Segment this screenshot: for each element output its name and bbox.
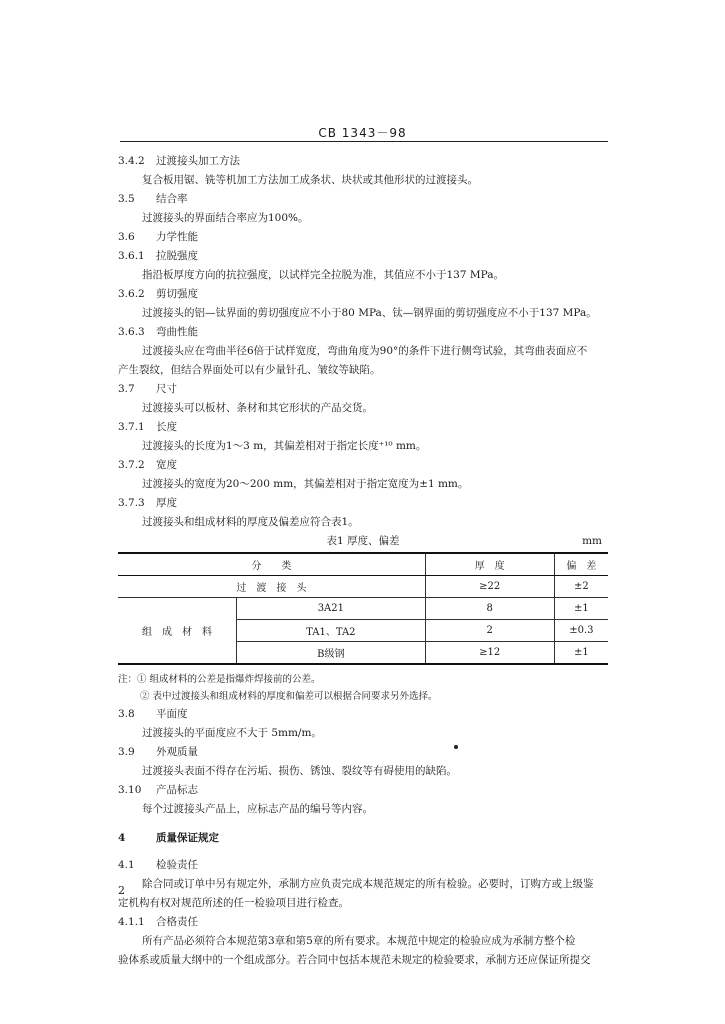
paragraph: 过渡接头的界面结合率应为100%。: [142, 212, 309, 224]
paragraph: 过渡接头的宽度为20～200 mm，其偏差相对于指定宽度为±1 mm。: [142, 478, 469, 490]
header-category: 分 类: [118, 553, 425, 576]
page-number: 2: [118, 884, 125, 897]
section-heading: 3.5 结合率: [118, 193, 188, 205]
paragraph: 每个过渡接头产品上，应标志产品的编号等内容。: [142, 803, 373, 815]
paragraph-continued: 验体系或质量大纲中的一个组成部分。若合同中包括本规范未规定的检验要求，承制方还应保证所提交: [118, 954, 591, 966]
paragraph: 过渡接头表面不得存在污垢、损伤、锈蚀、裂纹等有碍使用的缺陷。: [142, 765, 457, 777]
table-note-2: ② 表中过渡接头和组成材料的厚度和偏差可以根据合同要求另外选择。: [140, 691, 438, 702]
cell-thickness: ≥22: [425, 576, 554, 598]
cell-category: 过 渡 接 头: [118, 576, 425, 598]
paragraph: 过渡接头的长度为1～3 m，其偏差相对于指定长度⁺¹⁰ mm。: [142, 440, 427, 452]
section-heading: 4.1 检验责任: [118, 859, 198, 871]
cell-material: 3A21: [237, 598, 426, 620]
section-heading: 3.8 平面度: [118, 708, 188, 720]
table-caption: 表1 厚度、偏差: [326, 535, 400, 547]
section-heading: 3.4.2 过渡接头加工方法: [118, 155, 240, 167]
cell-thickness: 8: [425, 598, 554, 620]
paragraph-continued: 产生裂纹，但结合界面处可以有少量针孔、皱纹等缺陷。: [118, 364, 381, 376]
cell-thickness: ≥12: [425, 642, 554, 665]
paragraph: 过渡接头和组成材料的厚度及偏差应符合表1。: [142, 516, 359, 528]
cell-group-label: 组 成 材 料: [118, 598, 237, 665]
paragraph: 除合同或订单中另有规定外，承制方应负责完成本规范规定的所有检验。必要时，订购方或上级鉴: [142, 878, 594, 890]
section-heading: 3.7.3 厚度: [118, 497, 177, 509]
table-caption-row: [118, 532, 608, 550]
table-unit: mm: [582, 535, 602, 547]
section-heading: 3.6 力学性能: [118, 231, 198, 243]
document-header: CB 1343－98: [318, 126, 407, 140]
section-heading: 3.6.1 拉脱强度: [118, 250, 198, 262]
table-row: [118, 576, 608, 598]
cell-deviation: ±2: [554, 576, 608, 598]
document-body: [118, 152, 608, 970]
cell-deviation: ±1: [554, 642, 608, 665]
table-header-row: [118, 553, 608, 576]
paragraph: 过渡接头可以板材、条材和其它形状的产品交货。: [142, 402, 373, 414]
paragraph: 过渡接头的平面度应不大于 5mm/m。: [142, 727, 322, 739]
paragraph: 过渡接头的铝—钛界面的剪切强度应不小于80 MPa、钛—钢界面的剪切强度应不小于137 MPa。: [142, 307, 597, 319]
header-deviation: 偏 差: [554, 553, 608, 576]
scan-speck: [454, 745, 458, 749]
section-heading: 4.1.1 合格责任: [118, 916, 198, 928]
thickness-table: [118, 552, 608, 665]
section-heading: 3.9 外观质量: [118, 746, 198, 758]
section-heading: 3.10 产品标志: [118, 784, 198, 796]
paragraph-continued: 定机构有权对规范所述的任一检验项目进行检查。: [118, 897, 349, 909]
section-heading: 3.7 尺寸: [118, 383, 177, 395]
header-rule: [120, 141, 608, 142]
chapter-heading: 4 质量保证规定: [118, 832, 219, 844]
paragraph: 复合板用锯、铣等机加工方法加工成条状、块状或其他形状的过渡接头。: [142, 174, 478, 186]
table-row: [118, 598, 608, 620]
table-note-1: 注：① 组成材料的公差是指爆炸焊接前的公差。: [118, 674, 321, 685]
section-heading: 3.7.1 长度: [118, 421, 177, 433]
paragraph: 所有产品必须符合本规范第3章和第5章的所有要求。本规范中规定的检验应成为承制方整个检: [142, 935, 576, 947]
section-heading: 3.6.2 剪切强度: [118, 288, 198, 300]
section-heading: 3.6.3 弯曲性能: [118, 326, 198, 338]
section-heading: 3.7.2 宽度: [118, 459, 177, 471]
cell-thickness: 2: [425, 620, 554, 642]
cell-deviation: ±1: [554, 598, 608, 620]
cell-deviation: ±0.3: [554, 620, 608, 642]
cell-material: B级钢: [237, 642, 426, 665]
cell-material: TA1、TA2: [237, 620, 426, 642]
header-thickness: 厚 度: [425, 553, 554, 576]
paragraph: 过渡接头应在弯曲半径6倍于试样宽度，弯曲角度为90°的条件下进行侧弯试验，其弯曲表面应不: [142, 345, 588, 357]
paragraph: 指沿板厚度方向的抗拉强度，以试样完全拉脱为准，其值应不小于137 MPa。: [142, 269, 504, 281]
